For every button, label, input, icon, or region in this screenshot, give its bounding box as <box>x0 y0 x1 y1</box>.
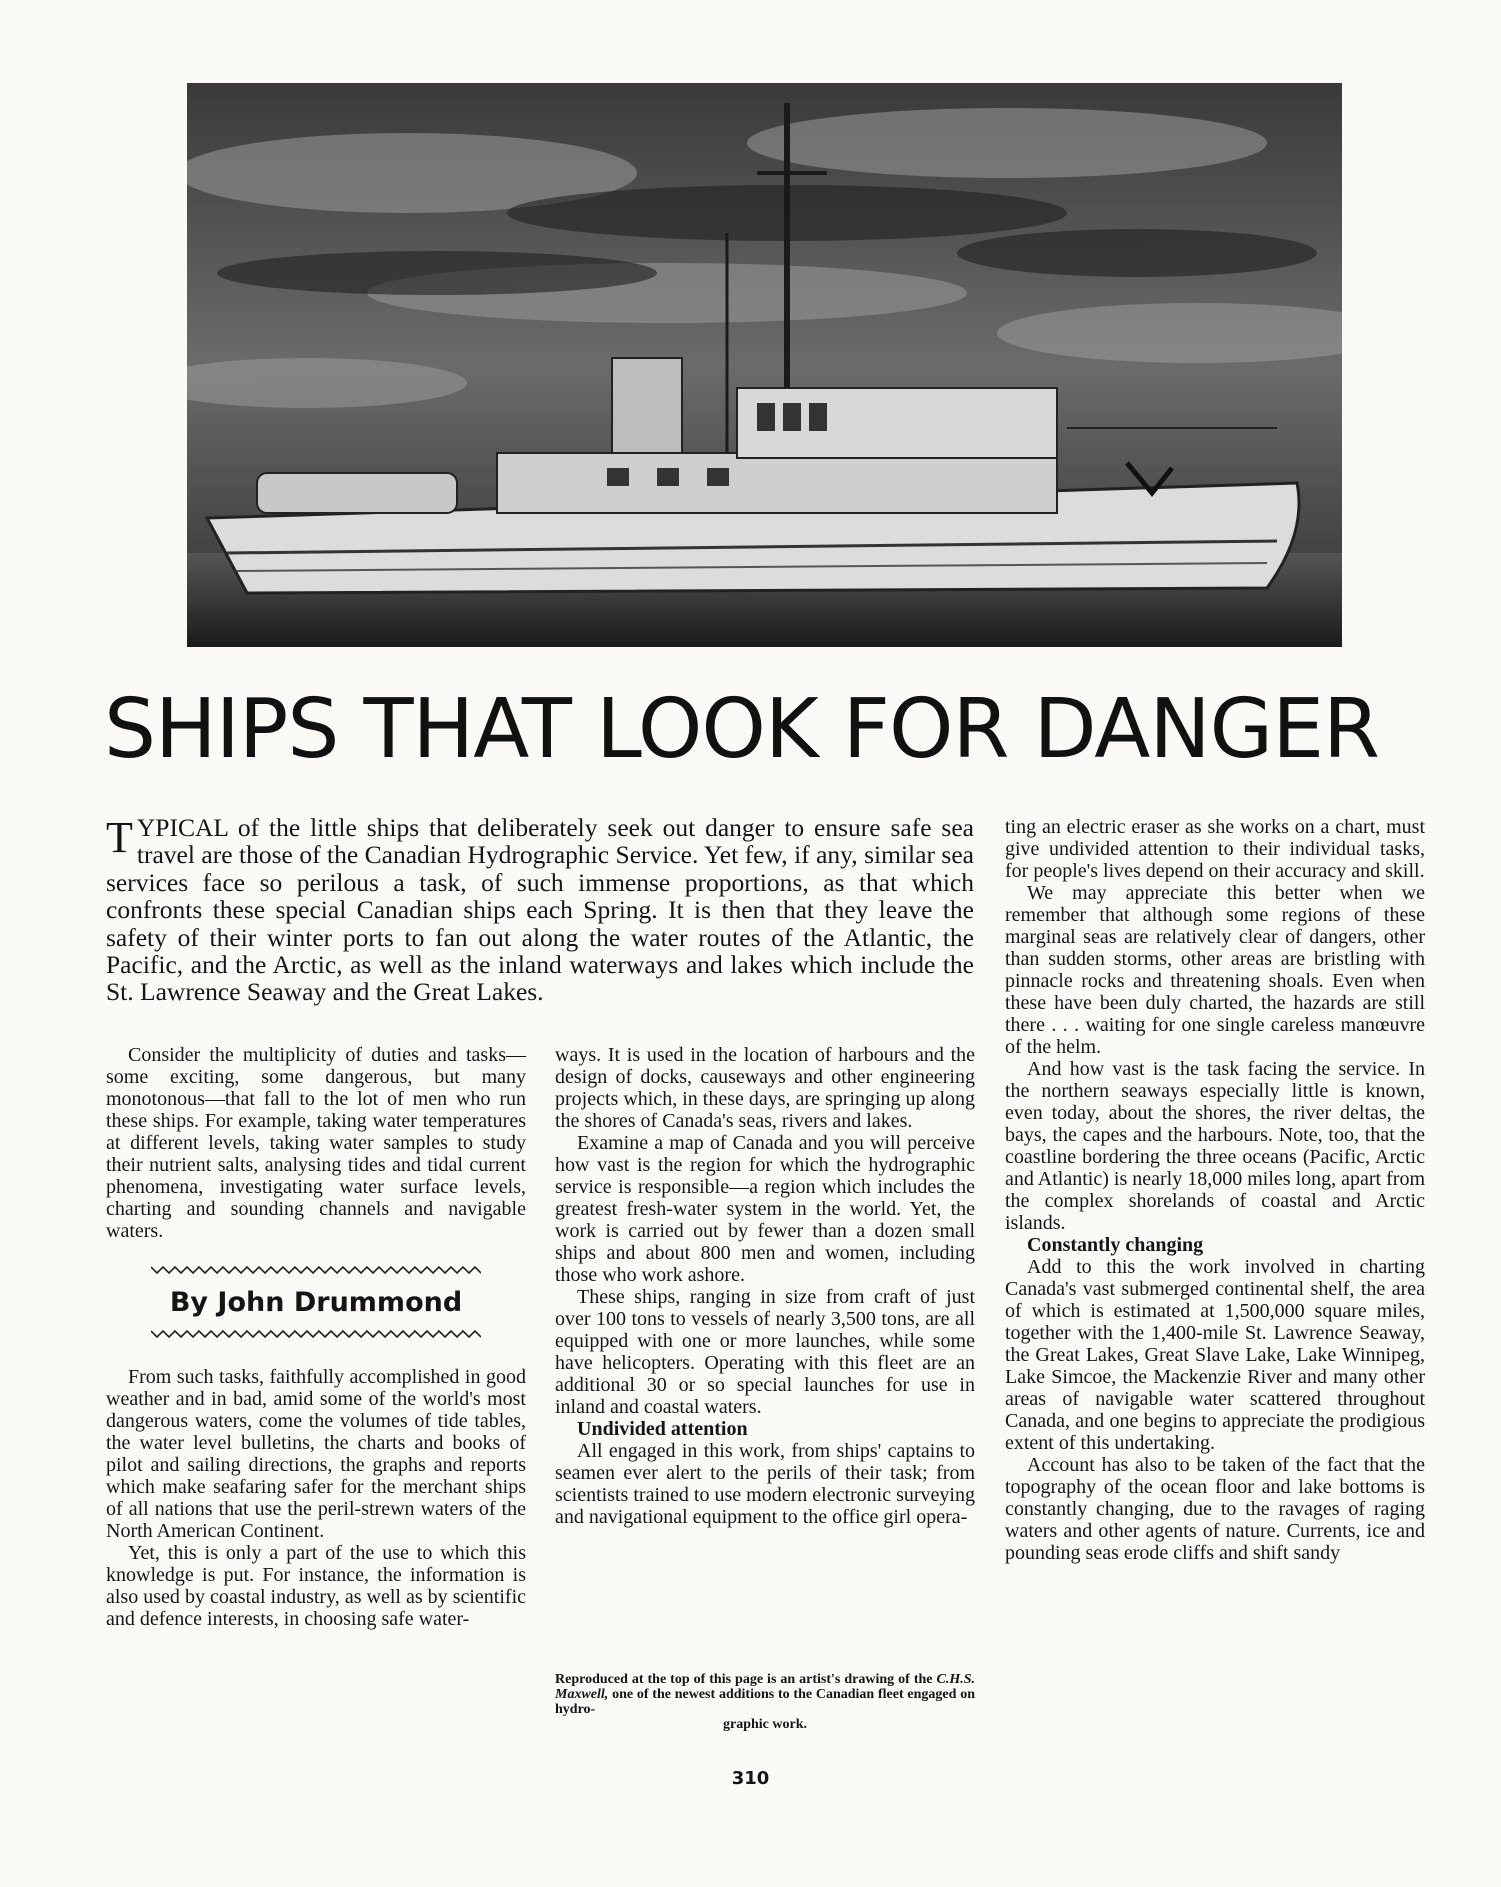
paragraph: Add to this the work involved in charting Canada's vast submerged continental shelf, the area of which is estimated at 1,500,000 square miles, together with the 1,400-mile St. Lawrence Seaway, the Great Lakes, Great Slave Lake, Lake Winnipeg, Lake Simcoe, the Mackenzie River and many other areas of navigable water scattered throughout Canada, and one begins to appreciate the prodigious extent of this undertaking. <box>1005 1256 1425 1454</box>
headline: SHIPS THAT LOOK FOR DANGER <box>104 682 1379 777</box>
squiggle-rule-bottom <box>151 1328 481 1340</box>
paragraph: These ships, ranging in size from craft of just over 100 tons to vessels of nearly 3,500 tons, are all equipped with one or more launches, while some have helicopters. Operating with this fleet are an additional 30 or so special launches for use in inland and coastal waters. <box>555 1286 975 1418</box>
paragraph: Account has also to be taken of the fact that the topography of the ocean floor and lake bottoms is constantly changing, due to the ravages of raging waters and other agents of nature. Currents, ice and pounding seas erode cliffs and shift sandy <box>1005 1454 1425 1564</box>
paragraph: Yet, this is only a part of the use to which this knowledge is put. For instance, the information is also used by coastal industry, as well as by scientific and defence interests, in choosing safe water- <box>106 1542 526 1630</box>
column-3 <box>1005 816 1425 1564</box>
subheading: Undivided attention <box>577 1418 748 1440</box>
caption-last-line: graphic work. <box>723 1717 807 1732</box>
column-1 <box>106 1044 526 1630</box>
illustration-caption <box>555 1672 975 1732</box>
byline: By John Drummond <box>169 1287 463 1318</box>
caption-text: Reproduced at the top of this page is an artist's drawing of the <box>555 1672 937 1687</box>
paragraph: ting an electric eraser as she works on a chart, must give undivided attention to their individual tasks, for people's lives depend on their accuracy and skill. <box>1005 816 1425 882</box>
paragraph: And how vast is the task facing the service. In the northern seaways especially little is known, even today, about the shores, the river deltas, the bays, the capes and the harbours. Note, too, that the coastline bordering the three oceans (Pacific, Arctic and Atlantic) is nearly 18,000 miles long, apart from the complex shorelands of coastal and Arctic islands. <box>1005 1058 1425 1234</box>
caption-text: one of the newest additions to the Canadian fleet engaged on hydro- <box>555 1687 975 1717</box>
lead-text: YPICAL of the little ships that deliberately seek out danger to ensure safe sea travel are those of the Canadian Hydrographic Service. Yet few, if any, similar sea services face so perilous a task, of such immense proportions, as that which confronts these special Canadian ships each Spring. It is then that they leave the safety of their winter ports to fan out along the water routes of the Atlantic, the Pacific, and the Arctic, as well as the inland waterways and lakes which include the St. Lawrence Seaway and the Great Lakes. <box>106 813 974 1007</box>
paragraph: All engaged in this work, from ships' captains to seamen ever alert to the perils of their task; from scientists trained to use modern electronic surveying and navigational equipment to the office girl opera- <box>555 1440 975 1528</box>
paragraph: We may appreciate this better when we remember that although some regions of these marginal seas are relatively clear of dangers, other than sudden storms, other areas are bristling with pinnacle rocks and threatening shoals. Even when these have been duly charted, the hazards are still there . . . waiting for one single careless manœuvre of the helm. <box>1005 882 1425 1058</box>
subheading: Constantly changing <box>1027 1234 1204 1256</box>
page-number: 310 <box>731 1768 770 1789</box>
ship-name: C.H.S. Maxwell, <box>555 1672 975 1702</box>
paragraph: Consider the multiplicity of duties and tasks—some exciting, some dangerous, but many monotonous—that fall to the lot of men who run these ships. For example, taking water temperatures at different levels, taking water samples to study their nutrient salts, analysing tides and tidal current phenomena, investigating water surface levels, charting and sounding channels and navigable waters. <box>106 1044 526 1242</box>
lead-paragraph <box>106 814 974 1006</box>
drop-cap: T <box>106 813 133 862</box>
ship-drawing <box>187 83 1342 647</box>
column-2 <box>555 1044 975 1528</box>
paragraph: Examine a map of Canada and you will perceive how vast is the region for which the hydrographic service is responsible—a region which includes the greatest fresh-water system in the world. Yet, the work is carried out by fewer than a dozen small ships and about 800 men and women, including those who work ashore. <box>555 1132 975 1286</box>
squiggle-rule-top <box>151 1264 481 1276</box>
paragraph: ways. It is used in the location of harbours and the design of docks, causeways and other engineering projects which, in these days, are springing up along the shores of Canada's seas, rivers and lakes. <box>555 1044 975 1132</box>
ship-illustration <box>187 83 1342 647</box>
paragraph: From such tasks, faithfully accomplished in good weather and in bad, amid some of the world's most dangerous waters, come the volumes of tide tables, the water level bulletins, the charts and books of pilot and sailing directions, the graphs and reports which make seafaring safer for the merchant ships of all nations that use the peril-strewn waters of the North American Continent. <box>106 1366 526 1542</box>
